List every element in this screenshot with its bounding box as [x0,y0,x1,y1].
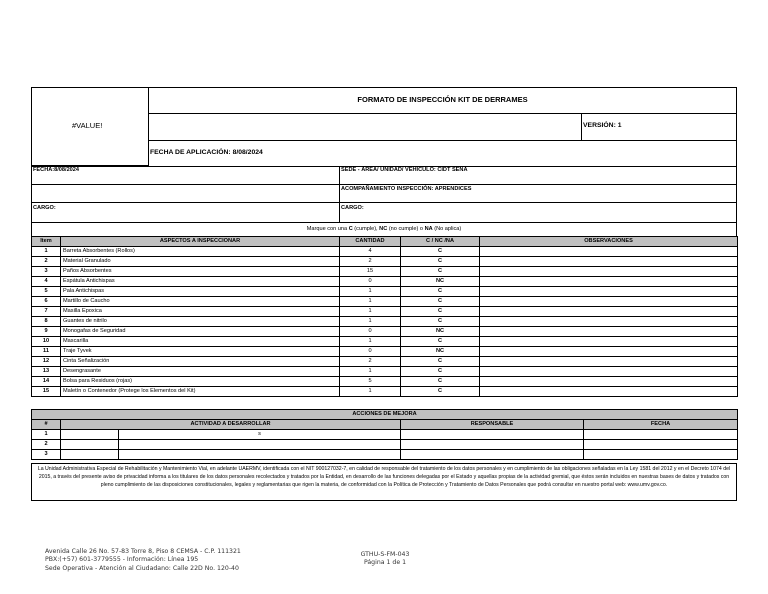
status-value: C [401,257,480,267]
improvement-spacer [61,430,119,440]
sede-label: SEDE - ÁREA/ UNIDAD/ VEHÍCULO: CIDT SENA [341,167,468,173]
observation-cell [480,277,738,287]
improvement-responsible [401,450,584,460]
page-number: Página 1 de 1 [363,559,407,567]
status-value: NC [401,347,480,357]
aspect-name: Espátula Antichispas [61,277,340,287]
aspect-name: Desengrasante [61,367,340,377]
improvement-row [32,430,738,440]
inspection-table [31,236,738,397]
header-activity: ACTIVIDAD A DESARROLLAR [61,420,401,430]
status-value: C [401,337,480,347]
aspect-name: Material Granulado [61,257,340,267]
quantity-value: 0 [340,347,401,357]
improvement-responsible [401,440,584,450]
cargo-left-cell [31,202,340,223]
quantity-value: 1 [340,337,401,347]
observation-cell [480,387,738,397]
status-value: C [401,367,480,377]
status-value: C [401,317,480,327]
observation-cell [480,287,738,297]
item-number: 6 [32,297,61,307]
improvement-activity [119,440,401,450]
improvement-row [32,450,738,460]
item-number: 13 [32,367,61,377]
improvement-row [32,440,738,450]
item-number: 14 [32,377,61,387]
improvement-date [584,450,738,460]
inspection-row [32,247,738,257]
item-number: 8 [32,317,61,327]
item-number: 7 [32,307,61,317]
status-value: C [401,357,480,367]
inspection-row [32,357,738,367]
quantity-value: 1 [340,317,401,327]
cargo-right-cell [339,202,737,223]
fecha-label: FECHA:8/08/2024 [33,167,80,173]
observation-cell [480,317,738,327]
quantity-value: 0 [340,327,401,337]
item-number: 9 [32,327,61,337]
improvement-header-row [32,420,738,430]
aspect-name: Barreta Absorbentes (Rollos) [61,247,340,257]
application-date: FECHA DE APLICACIÓN: 8/08/2024 [150,149,263,156]
item-number: 1 [32,247,61,257]
cargo-left-label: CARGO: [33,205,56,211]
status-value: NC [401,327,480,337]
item-number: 4 [32,277,61,287]
footer-address-line3: Sede Operativa - Atención al Ciudadano: Calle 22D No. 120-40 [45,564,239,572]
blank-info-cell [31,184,340,203]
status-value: C [401,377,480,387]
observation-cell [480,247,738,257]
footer-address-line1: Avenida Calle 26 No. 57-83 Torre 8, Piso 8 CEMSA - C.P. 111321 [45,548,241,555]
quantity-value: 1 [340,297,401,307]
improvement-spacer [61,440,119,450]
status-value: C [401,267,480,277]
header-observations: OBSERVACIONES [480,237,738,247]
improvement-number: 2 [32,440,61,450]
inspection-row [32,367,738,377]
aspect-name: Mascarilla [61,337,340,347]
status-value: C [401,387,480,397]
observation-cell [480,337,738,347]
inspection-row [32,307,738,317]
item-number: 10 [32,337,61,347]
improvement-responsible [401,430,584,440]
aspect-name: Cinta Señalización [61,357,340,367]
quantity-value: 1 [340,367,401,377]
improvement-activity: s [119,430,401,440]
aspect-name: Guantes de nitrilo [61,317,340,327]
aspect-name: Maletín o Contenedor (Protege los Elementos del Kit) [61,387,340,397]
acompanamiento-label: ACOMPAÑAMIENTO INSPECCIÓN: APRENDICES [341,186,472,192]
item-number: 3 [32,267,61,277]
header-date: FECHA [584,420,738,430]
observation-cell [480,367,738,377]
header-num: # [32,420,61,430]
improvement-table [31,409,738,460]
aspect-name: Bolsa para Residuos (rojas) [61,377,340,387]
inspection-row [32,287,738,297]
footer-address-line2: PBX:(+57) 601-3779555 - Información: Línea 195 [45,556,199,564]
inspection-row [32,337,738,347]
improvement-activity [119,450,401,460]
quantity-value: 2 [340,257,401,267]
aspect-name: Traje Tyvek [61,347,340,357]
inspection-row [32,327,738,337]
quantity-value: 5 [340,377,401,387]
quantity-value: 1 [340,307,401,317]
header-responsible: RESPONSABLE [401,420,584,430]
inspection-header-row [32,237,738,247]
inspection-row [32,377,738,387]
improvement-date [584,440,738,450]
item-number: 5 [32,287,61,297]
status-value: NC [401,277,480,287]
footer-address [45,548,241,573]
quantity-value: 1 [340,387,401,397]
aspect-name: Pala Antichispas [61,287,340,297]
aspect-name: Masilla Epoxica [61,307,340,317]
observation-cell [480,297,738,307]
quantity-value: 15 [340,267,401,277]
item-number: 12 [32,357,61,367]
improvement-date [584,430,738,440]
improvement-number: 3 [32,450,61,460]
cargo-right-label: CARGO: [341,205,364,211]
observation-cell [480,257,738,267]
observation-cell [480,267,738,277]
status-value: C [401,297,480,307]
item-number: 2 [32,257,61,267]
aspect-name: Monogafas de Seguridad [61,327,340,337]
version-label: VERSIÓN: 1 [583,122,622,129]
item-number: 11 [32,347,61,357]
observation-cell [480,307,738,317]
improvement-title: ACCIONES DE MEJORA [32,410,738,420]
inspection-row [32,257,738,267]
header-aspects: ASPECTOS A INSPECCIONAR [61,237,340,247]
blank-cell [148,113,582,141]
status-value: C [401,247,480,257]
improvement-title-row [32,410,738,420]
header-status: C / NC /NA [401,237,480,247]
item-number: 15 [32,387,61,397]
aspect-name: Martillo de Caucho [61,297,340,307]
observation-cell [480,357,738,367]
header-quantity: CANTIDAD [340,237,401,247]
inspection-row [32,387,738,397]
quantity-value: 2 [340,357,401,367]
observation-cell [480,327,738,337]
status-value: C [401,307,480,317]
legend-text: Marque con una C (cumple), NC (no cumple) o NA (No aplica) [306,226,462,232]
quantity-value: 4 [340,247,401,257]
inspection-row [32,267,738,277]
improvement-number: 1 [32,430,61,440]
privacy-notice: La Unidad Administrativa Especial de Rehabilitación y Mantenimiento Vial, en adelante UAERMV, identificada con el NIT 900127032-7, en calidad de responsable del tratamiento de los datos personales y en cumplimiento de las obligaciones señaladas en la Ley 1581 del 2012 y en el Decreto 1074 del 2015, a través del presente aviso de privacidad informa a los titulares de los datos personales recolectados y tratados por la Entidad, en desarrollo de las funciones delegadas por el Estado y aquellas propias de la actividad gremial, que éstos serán incluidos en nuestras bases de datos y tratados con pleno cumplimiento de las disposiciones constitucionales, legales y reglamentarias que rigen la materia, de conformidad con la Política de Protección y Tratamiento de Datos Personales que podrá consultar en nuestro portal web: www.umv.gov.co. [37,466,731,488]
footer-code-block [340,551,430,568]
improvement-spacer [61,450,119,460]
observation-cell [480,377,738,387]
inspection-row [32,277,738,287]
document-code: GTHU-S-FM-043 [360,551,410,558]
observation-cell [480,347,738,357]
value-error-text: #VALUE! [72,121,103,130]
quantity-value: 0 [340,277,401,287]
aspect-name: Paños Absorbentes [61,267,340,277]
inspection-row [32,317,738,327]
status-value: C [401,287,480,297]
document-title: FORMATO DE INSPECCIÓN KIT DE DERRAMES [357,95,528,104]
header-item: Item [32,237,61,247]
quantity-value: 1 [340,287,401,297]
inspection-row [32,347,738,357]
inspection-row [32,297,738,307]
